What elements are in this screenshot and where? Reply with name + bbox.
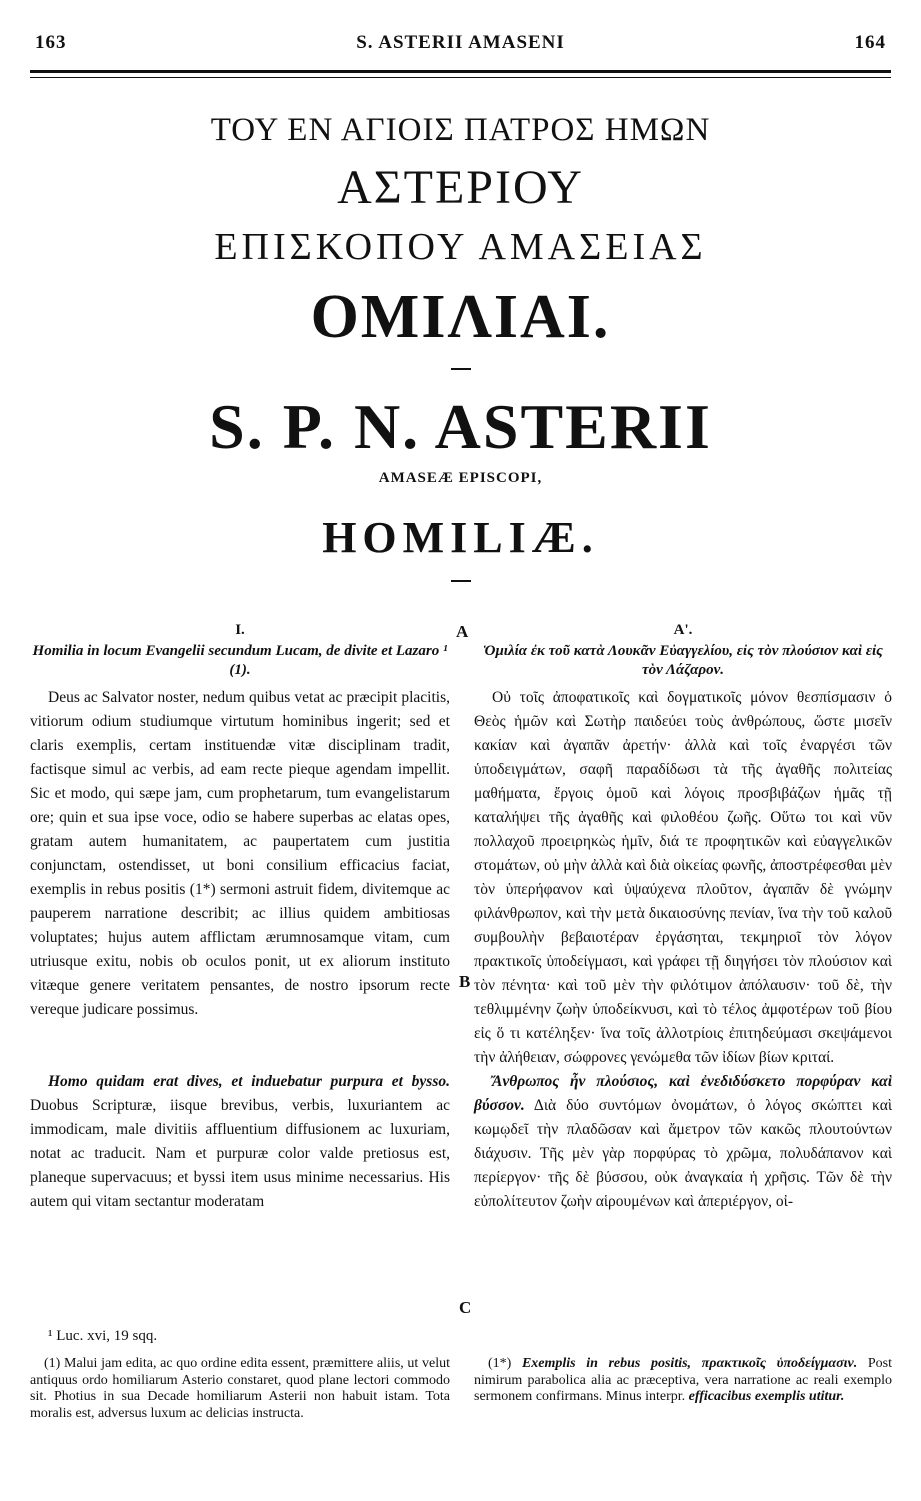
latin-footnote bbox=[30, 1356, 450, 1422]
title-line-2: ΑΣΤΕΡΙΟΥ bbox=[337, 161, 584, 214]
latin-footnote-text: (1) Malui jam edita, ac quo ordine edita essent, præmittere aliis, ut velut antiquus ordo homiliarum Asterio constaret, quod plane lectori commodo sit. Photius in sua Decade homiliarum Asterii non habuit istam. Tota moralis est, adversus luxum ac delicias instructa. bbox=[30, 1356, 450, 1421]
greek-lemma: Ἄνθρωπος ἦν πλούσιος, καὶ ἐνεδιδύσκετο πορφύραν καὶ βύσσον. bbox=[474, 1073, 892, 1114]
title-line-7: HOMILIÆ. bbox=[322, 513, 599, 562]
greek-footnote-text bbox=[474, 1356, 892, 1406]
greek-footnote-body: Post nimirum parabolica alia ac præceptiva, vera narratione ac reali exemplo sermonem confirmans. Minus interpr. bbox=[474, 1356, 893, 1404]
latin-footnote-ref: ¹ Luc. xvi, 19 sqq. bbox=[48, 1328, 158, 1344]
greek-paragraph-2-text: Διὰ δύο συντόμων ὀνομάτων, ὁ λόγος σκώπτει καὶ κωμῳδεῖ τὴν πλαδῶσαν καὶ ἄμετρον τῶν κακῶς πλουτούντων διάχυσιν. Τῆς μὲν γὰρ πορφύρας τὸ χρῶμα, πολυδάπανον καὶ περίεργον· τῆς δὲ βύσσου, οὐκ ἀναγκαία ἡ χρῆσις. Τῶν δὲ τὴν εὐπολίτευτον ζωὴν αἱρουμένων καὶ ἀπεριέργον, οἰ- bbox=[474, 1097, 892, 1210]
greek-homily-heading: Ὁμιλία ἐκ τοῦ κατὰ Λουκᾶν Εὐαγγελίου, εἰς τὸν πλούσιον καὶ εἰς τὸν Λάζαρον. bbox=[483, 643, 883, 678]
greek-footnote-end: efficacibus exemplis utitur. bbox=[688, 1389, 845, 1404]
greek-footnote bbox=[474, 1356, 892, 1406]
section-marker-a: A bbox=[456, 622, 469, 641]
latin-paragraph-2 bbox=[30, 1070, 450, 1214]
header-rule-thin bbox=[30, 77, 891, 78]
title-line-4: ΟΜΙΛΙΑΙ. bbox=[310, 283, 611, 351]
latin-lemma: Homo quidam erat dives, et induebatur purpura et bysso. bbox=[48, 1073, 450, 1090]
title-divider-2 bbox=[451, 580, 471, 582]
greek-column bbox=[474, 618, 892, 1214]
page-number-right: 164 bbox=[854, 32, 886, 53]
greek-footnote-marker: (1*) bbox=[488, 1356, 522, 1371]
section-marker-b: B bbox=[459, 972, 471, 991]
running-header: S. ASTERII AMASENI bbox=[356, 32, 565, 53]
section-marker-c: C bbox=[459, 1298, 472, 1317]
latin-paragraph-2-text: Duobus Scripturæ, iisque brevibus, verbis, luxuriantem ac immodicam, male divitiis affluentium diffusionem ac luxuriam, notat ac traducit. Nam et purpuræ color valde pretiosus est, planeque supervacuus; et byssi item usus minime necessarius. His autem qui vitam sectantur moderatam bbox=[30, 1097, 450, 1210]
greek-paragraph-2 bbox=[474, 1070, 892, 1214]
title-line-3: ΕΠΙΣΚΟΠΟΥ ΑΜΑΣΕΙΑΣ bbox=[214, 226, 707, 268]
title-line-1: ΤΟΥ ΕΝ ΑΓΙΟΙΣ ΠΑΤΡΟΣ ΗΜΩΝ bbox=[210, 112, 711, 148]
header-rule-thick bbox=[30, 70, 891, 73]
title-line-6: AMASEÆ EPISCOPI, bbox=[378, 470, 543, 486]
greek-footnote-lemma: Exemplis in rebus positis, πρακτικοῖς ὑποδείγμασιν. bbox=[521, 1356, 858, 1371]
greek-paragraph-1: Οὐ τοῖς ἀποφατικοῖς καὶ δογματικοῖς μόνον θεσπίσμασιν ὁ Θεὸς ἡμῶν καὶ Σωτὴρ παιδεύει τοὺς ἀνθρώπους, ὥστε μισεῖν κακίαν καὶ ἀγαπᾶν ἀρετήν· ἀλλὰ καὶ τοῖς ἐναργέσι τῶν ὑποδειγμάτων, σαφῆ παραδίδωσι τὰ τῆς ἀγαθῆς πολιτείας μαθήματα, ἔργοις ὁμοῦ καὶ λόγοις προσβιβάζων ἡμᾶς τῇ καταλήψει τῆς ἀγαθῆς καὶ φιλοθέου ζωῆς. Οὕτω τοι καὶ νῦν πολλαχοῦ προειρηκὼς ἡμῖν, διά τε προφητικῶν καὶ εὐαγγελικῶν στομάτων, οὐ μὴν ἀλλὰ καὶ διὰ οἰκείας φωνῆς, ἀποστρέφεσθαι μὲν τὸν ὑπερήφανον καὶ ὑψαύχενα πλοῦτον, ἀγαπᾶν δὲ γνώμην φιλάνθρωπον, καὶ τὴν μετὰ δικαιοσύνης πενίαν, ἵνα τὴν τοῦ καλοῦ συμβουλὴν βεβαιοτέραν ἐργάσηται, τεκμηριοῖ τὸν λόγον πρακτικοῖς ὑποδείγμασι, καὶ γράφει τῇ διηγήσει τὸν πλούσιον καὶ τὸν πένητα· καὶ τοῦ μὲν τὴν φιλότιμον ἀπόλαυσιν· τοῦ δὲ, τὴν τεθλιμμένην ζωὴν ὑποδείκνυσι, καὶ τὸ τέλος ἀμφοτέρων τοῦ βίου εἰς ὅ τι κατέληξεν· ἵνα τοῖς ἀλλοτρίοις ἐπιτηδεύμασι σκεψάμενοι τὴν ἀλήθειαν, σώφρονες γενώμεθα τῶν ἰδίων βίων κριταί. bbox=[474, 689, 892, 1066]
latin-homily-heading: Homilia in locum Evangelii secundum Lucam, de divite et Lazaro ¹ (1). bbox=[32, 643, 448, 678]
title-line-5: S. P. N. ASTERII bbox=[209, 391, 712, 462]
greek-homily-number: Α'. bbox=[673, 622, 693, 638]
page-number-left: 163 bbox=[35, 32, 67, 53]
title-divider bbox=[451, 368, 471, 370]
latin-homily-number: I. bbox=[235, 622, 245, 638]
latin-column bbox=[30, 618, 450, 1214]
latin-paragraph-1: Deus ac Salvator noster, nedum quibus vetat ac præcipit placitis, vitiorum odium studiumque virtutum hominibus ingerit; sed et claris exemplis, certam instituendæ vitæ disciplinam tradit, factisque simul ac verbis, ad eam recte pieque agendam impellit. Sic et modo, qui sæpe jam, cum prophetarum, tum evangelistarum ore; quin et sua ipse voce, odio se habere superbas ac elatas opes, gratam autem humanitatem, ac paupertatem cum justitia conjunctam, ostendisset, ut boni consilium efficacius faciat, exemplis in rebus positis (1*) sermoni astruit fidem, divitemque ac pauperem narratione describit; ac illius quidem ambitiosas voluptates; hujus autem afflictam ærumnosamque vitam, cum utriusque exitu, nobis ob oculos ponit, ut ex aliorum instituto vitæque genere veritatem pensantes, de nostro ipsorum recte vereque judicare possimus. bbox=[30, 689, 450, 1018]
